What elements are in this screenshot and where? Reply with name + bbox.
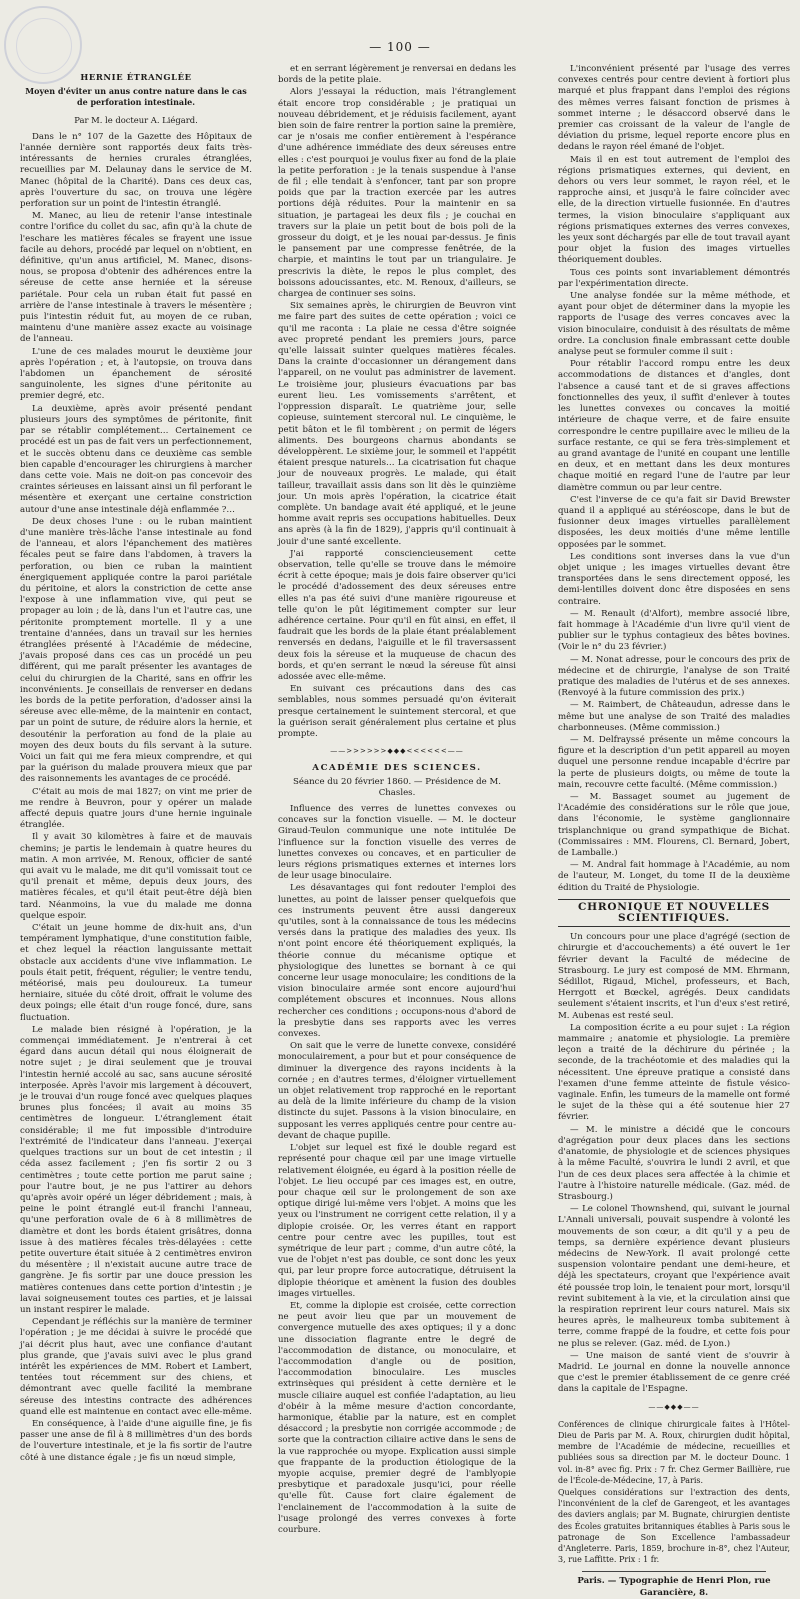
section-ornament: ——>>>>>>◆◆◆<<<<<<—— bbox=[330, 747, 464, 756]
paragraph: Le malade bien résigné à l'opération, je la commençai immédiatement. Je n'entrerai à cet égard dans aucun détail qui nous éloignerait de notre sujet ; je dirai seulement que je trouvai l'intestin hernié accolé au sac, sans aucune sérosité interposée. Après l'avoir mis largement à découvert, je le trouvai d'un rouge foncé avec quelques plaques brunes plus foncées; il avait au moins 35 centimètres de longueur. L'étranglement était considérable; il me fut impossible d'introduire l'extrémité de l'indicateur dans l'anneau. J'exerçai quelques tractions sur un bout de cet intestin ; il céda assez facilement ; j'en fis sortir 2 ou 3 centimètres ; toute cette portion me parut saine ; pour l'autre bout, je ne pus l'attirer au dehors qu'après avoir opéré un léger débridement ; mais, à peine le point étranglé eut-il franchi l'anneau, qu'une perforation ovale de 6 à 8 millimètres de diamètre et dont les bords étaient grisâtres, donna issue à des matières fécales très-délayées : cette petite ouverture était située à 2 centimètres environ du mésentère ; il n'existait aucune autre trace de gangrène. Je fis sortir par une douce pression les matières contenues dans cette portion d'intestin ; je lavai soigneusement toutes ces parties, et je laissai un instant respirer le malade. bbox=[20, 1024, 252, 1315]
paragraph: — M. Renault (d'Alfort), membre associé libre, fait hommage à l'Académie d'un livre qu'il vient de publier sur le typhus contagieux des bêtes bovines. (Voir le n° du 23 février.) bbox=[558, 608, 790, 653]
paragraph: La composition écrite a eu pour sujet : La région mammaire ; anatomie et physiologie. La première leçon a traité de la déchirure du périnée ; la seconde, de la trachéotomie et des maladies qui la nécessitent. Une épreuve pratique a consisté dans l'examen d'une femme atteinte de fistule vésico-vaginale. Enfin, les tumeurs de la mamelle ont formé le sujet de la thèse qui a été soutenue hier 27 février. bbox=[558, 1022, 790, 1123]
section-title-chronique: CHRONIQUE ET NOUVELLES SCIENTIFIQUES. bbox=[558, 899, 790, 927]
paragraph: Influence des verres de lunettes convexes ou concaves sur la fonction visuelle. — M. le docteur Giraud-Teulon communique une note intitulée De l'influence sur la fonction visuelle des verres de lunettes convexes ou concaves, et en particulier de leurs régions prismatiques externes et internes lors de leur usage binoculaire. bbox=[278, 804, 516, 882]
paragraph: De deux choses l'une : ou le ruban maintient d'une manière très-lâche l'anse intestinale au fond de l'anneau, et alors l'épanchement des matières fécales peut se faire dans l'abdomen, à travers la perforation, ou bien ce ruban la maintient énergiquement appliquée contre la paroi pariétale du péritoine, et alors la constriction de cette anse l'expose à une inflammation vive, qui peut se propager au loin ; de là, dans l'un et l'autre cas, une péritonite promptement mortelle. Il y a une trentaine d'années, dans un travail sur les hernies étranglées présenté à l'Académie de médecine, j'avais proposé dans ces cas un procédé un peu différent, qui me paraît présenter les avantages de celui du chirurgien de la Charité, sans en offrir les inconvénients. Je conseillais de renverser en dedans les bords de la petite perforation, d'adosser ainsi la séreuse avec elle-même, de la maintenir en contact, par un point de suture, de réduire alors la hernie, et desouténir la perforation au fond de la plaie au moyen des deux bouts du fils servant à la suture. Voici un fait qui me fera mieux comprendre, et qui par la guérison du malade prouvera mieux que par des raisonnements les avantages de ce procédé. bbox=[20, 516, 252, 785]
paragraph: L'inconvénient présenté par l'usage des verres convexes centrés pour centre devient à fortiori plus marqué et plus frappant dans l'emploi des régions des mêmes verres faisant fonction de prismes à sommet interne ; le désaccord observé dans le premier cas croissant de la valeur de l'angle de déviation du prisme, lequel reporte encore plus en dedans le rayon réel émané de l'objet. bbox=[558, 64, 790, 153]
paragraph: En conséquence, à l'aide d'une aiguille fine, je fis passer une anse de fil à 8 millimètres d'un des bords de l'ouverture intestinale, et je la fis sortir de l'autre côté à une distance égale ; je fis un nœud simple, bbox=[20, 1418, 252, 1463]
paragraph: — M. le ministre a décidé que le concours d'agrégation pour deux places dans les sections d'anatomie, de physiologie et de sciences physiques à la même Faculté, s'ouvrira le lundi 2 avril, et que l'un de ces deux places sera affectée à la chimie et l'autre à l'histoire naturelle médicale. (Gaz. méd. de Strasbourg.) bbox=[558, 1124, 790, 1202]
seance-line: Séance du 20 février 1860. — Présidence de M. Chasles. bbox=[293, 776, 501, 798]
section-title-academie: ACADÉMIE DES SCIENCES. bbox=[312, 763, 482, 774]
paragraph: Il y avait 30 kilomètres à faire et de mauvais chemins; je partis le lendemain à quatre heures du matin. A mon arrivée, M. Renoux, officier de santé qui avait vu le malade, me dit qu'il vomissait tout ce qu'il prenait et même, depuis deux jours, des matières fécales, et qu'il était peut-être déjà bien tard. Néanmoins, la vue du malade me donna quelque espoir. bbox=[20, 832, 252, 921]
divider bbox=[582, 1571, 766, 1572]
paragraph: Pour rétablir l'accord rompu entre les deux accommodations de distances et d'angles, dont l'absence a causé tant et de si graves affections fonctionnelles des yeux, il suffit d'enlever à toutes les lunettes convexes ou concaves la moitié intérieure de chaque verre, et de faire ensuite correspondre le centre pupillaire avec le milieu de la surface restante, ce qui se fera très-simplement et au grand avantage de l'unité en coupant une lentille en deux, et en mettant dans les deux montures chaque moitié en regard l'une de l'autre par leur diamètre commun ou par leur centre. bbox=[558, 359, 790, 493]
paragraph: La deuxième, après avoir présenté pendant plusieurs jours des symptômes de péritonite, finit par se rétablir complétement… Certainement ce procédé est un pas de fait vers un perfectionnement, et le succès obtenu dans ce deuxième cas semble bien capable d'encourager les chirurgiens à marcher dans cette voie. Mais ne doit-on pas concevoir des craintes sérieuses en laissant ainsi un fil perforant le mésentère et exerçant une certaine constriction autour d'une anse intestinale déjà enflammée ?… bbox=[20, 403, 252, 515]
paragraph: M. Manec, au lieu de retenir l'anse intestinale contre l'orifice du collet du sac, afin qu'à la chute de l'eschare les matières fécales se frayent une issue facile au dehors, procédé par lequel on n'obtient, en définitive, qu'un anus artificiel, M. Manec, disons-nous, se proposa d'obtenir des adhérences entre la séreuse de cette anse herniée et la séreuse pariétale. Pour cela un ruban était fut passé en arrière de l'anse intestinale à travers le mésentère ; puis l'intestin réduit fut, au moyen de ce ruban, maintenu d'une manière assez exacte au voisinage de l'anneau. bbox=[20, 211, 252, 345]
paragraph: — Le colonel Thownshend, qui, suivant le journal L'Annali universali, pouvait suspendre à volonté les mouvements de son cœur, a dit qu'il y a peu de temps, sa dernière expérience devant plusieurs médecins de New-York. Il avait prolongé cette suspension volontaire pendant une demi-heure, et déjà les spectateurs, croyant que l'expérience avait été poussée trop loin, le tenaient pour mort, lorsqu'il revint subitement à la vie, et la circulation ainsi que la respiration reprirent leur cours naturel. Mais six heures après, le malheureux tomba subitement à terre, comme frappé de la foudre, et cette fois pour ne plus se relever. (Gaz. méd. de Lyon.) bbox=[558, 1204, 790, 1349]
book-notice: Quelques considérations sur l'extraction des dents, l'inconvénient de la clef de Garengeot, et les avantages des daviers anglais; par M. Bugnate, chirurgien dentiste des Écoles gratuites britanniques établies à Paris sous le patronage de Son Excellence l'ambassadeur d'Angleterre. Paris, 1859, brochure in-8°, chez l'Auteur, 3, rue Laffitte. Prix : 1 fr. bbox=[558, 1487, 790, 1565]
paragraph: — M. Raimbert, de Châteaudun, adresse dans le même but une analyse de son Traité des maladies charbonneuses. (Même commission.) bbox=[558, 700, 790, 733]
paragraph: Tous ces points sont invariablement démontrés par l'expérimentation directe. bbox=[558, 267, 790, 289]
paragraph: Dans le n° 107 de la Gazette des Hôpitaux de l'année dernière sont rapportés deux faits très-intéressants de hernies crurales étranglées, recueillies par M. Delaunay dans le service de M. Manec (hôpital de la Charité). Dans ces deux cas, après l'ouverture du sac, on trouva une légère perforation sur un point de l'intestin étranglé. bbox=[20, 131, 252, 210]
book-notice: Conférences de clinique chirurgicale faites à l'Hôtel-Dieu de Paris par M. A. Roux, chirurgien dudit hôpital, membre de l'Académie de médecine, recueillies et publiées sous sa direction par M. le docteur Dounc. 1 vol. in-8° avec fig. Prix : 7 fr. Chez Germer Baillière, rue de l'École-de-Médecine, 17, à Paris. bbox=[558, 1419, 790, 1485]
column-middle bbox=[278, 64, 516, 1535]
article-title: HERNIE ÉTRANGLÉE bbox=[80, 72, 192, 82]
paragraph: Une analyse fondée sur la même méthode, et ayant pour objet de déterminer dans la myopie les rapports de l'usage des verres concaves avec la vision binoculaire, conduisit à des résultats de même ordre. La conclusion finale embrassant cette double analyse peut se formuler comme il suit : bbox=[558, 291, 790, 358]
paragraph: Six semaines après, le chirurgien de Beuvron vint me faire part des suites de cette opération ; voici ce qu'il me raconta : La plaie ne cessa d'être soignée avec propreté pendant les premiers jours, parce qu'elle laissait suinter quelques matières fécales. Dans la crainte d'occasionner un dérangement dans l'appareil, on ne voulut pas administrer de lavement. Le troisième jour, plusieurs évacuations par bas eurent lieu. Les vomissements s'arrêtent, et l'oppression disparaît. Le quatrième jour, selle copieuse, suintement stercoral nul. Le cinquième, le petit bâton et le fil tombèrent ; on permit de légers aliments. Des bourgeons charnus abondants se développèrent. Le sixième jour, le sommeil et l'appétit étaient presque naturels… La cicatrisation fut chaque jour de nouveaux progrès. Le malade, qui était tailleur, travaillait assis dans son lit dès le quinzième jour. Un mois après l'opération, la cicatrice était complète. Un bandage avait été appliqué, et le jeune homme avait repris ses occupations habituelles. Deux ans après (à la fin de 1829), j'appris qu'il continuait à jouir d'une santé excellente. bbox=[278, 301, 516, 547]
paragraph: Un concours pour une place d'agrégé (section de chirurgie et d'accouchements) a été ouvert le 1er février devant la Faculté de médecine de Strasbourg. Le jury est composé de MM. Ehrmann, Sédillot, Rigaud, Michel, professeurs, et Bach, Herrgott et Bœckel, agrégés. Deux candidats seulement s'étaient inscrits, et l'un d'eux s'est retiré, M. Aubenas est resté seul. bbox=[558, 932, 790, 1021]
paragraph: — M. Delfrayssé présente un même concours la figure et la description d'un petit appareil au moyen duquel une personne rendue incapable d'écrire par la perte de plusieurs doigts, ou même de toute la main, recouvre cette faculté. (Même commission.) bbox=[558, 734, 790, 790]
paragraph: — M. Andral fait hommage à l'Académie, au nom de l'auteur, M. Longet, du tome II de la deuxième édition du Traité de Physiologie. bbox=[558, 860, 790, 893]
paragraph: Cependant je réfléchis sur la manière de terminer l'opération ; je me décidai à suivre le procédé que j'ai décrit plus haut, avec une confiance d'autant plus grande, que j'avais suivi avec le plus grand intérêt les expériences de MM. Robert et Lambert, tentées tout récemment sur des chiens, et démontrant avec quelle facilité la membrane séreuse des intestins contracte des adhérences quand elle est maintenue en contact avec elle-même. bbox=[20, 1317, 252, 1417]
paragraph: Les conditions sont inverses dans la vue d'un objet unique ; les images virtuelles devant être transportées dans le sens directement opposé, les demi-lentilles doivent donc être disposées en sens contraire. bbox=[558, 551, 790, 607]
article-byline: Par M. le docteur A. Liégard. bbox=[74, 114, 198, 125]
paragraph: — M. Bassaget soumet au jugement de l'Académie des considérations sur le rôle que joue, dans l'économie, le système ganglionnaire trisplanchnique ou grand sympathique de Bichat. (Commissaires : MM. Flourens, Cl. Bernard, Jobert, de Lamballe.) bbox=[558, 792, 790, 859]
paragraph: C'était un jeune homme de dix-huit ans, d'un tempérament lymphatique, d'une constitution faible, et chez lequel la réaction languissante mettait obstacle aux accidents d'une vive inflammation. Le pouls était petit, fréquent, régulier; le ventre tendu, météorisé, mais peu douloureux. La tumeur herniaire, située du côté droit, offrait le volume des deux poings; elle était d'un rouge foncé, dure, sans fluctuation. bbox=[20, 923, 252, 1023]
article-subtitle: Moyen d'éviter un anus contre nature dans le cas de perforation intestinale. bbox=[25, 86, 247, 108]
paragraph: C'était au mois de mai 1827; on vint me prier de me rendre à Beuvron, pour y opérer un malade affecté depuis quatre jours d'une hernie inguinale étranglée. bbox=[20, 786, 252, 831]
paragraph: Mais il en est tout autrement de l'emploi des régions prismatiques externes, qui devient, en dehors ou vers leur sommet, le rayon réel, et le rapproche ainsi, et jusqu'à le faire coïncider avec elle, de la direction virtuelle fusionnée. En d'autres termes, la vision binoculaire s'appliquant aux régions prismatiques externes des verres convexes, les yeux sont déchargés par elle de tout travail ayant pour objet la fusion des images virtuelles théoriquement doubles. bbox=[558, 154, 790, 266]
paragraph: Alors j'essayai la réduction, mais l'étranglement était encore trop considérable ; je pratiquai un nouveau débridement, et je réduisis facilement, ayant bien soin de faire rentrer la portion saine la première, car je n'osais me confier entièrement à l'espérance d'une adhérence immédiate des deux séreuses entre elles : c'est pourquoi je voulus fixer au fond de la plaie la petite perforation : je la tenais suspendue à l'anse de fil ; elle tendait à s'enfoncer, tant par son propre poids que par la traction exercée par les autres portions déjà réduites. Pour la maintenir en sa situation, je partageai les deux fils ; je couchai en travers sur la plaie un petit bout de bois poli de la grosseur du doigt, et je les nouai par-dessus. Je finis le pansement par une compresse fenêtrée, de la charpie, et maintins le tout par un triangulaire. Je prescrivis la diète, le repos le plus complet, des boissons adoucissantes, etc. M. Renoux, d'ailleurs, se chargea de continuer ses soins. bbox=[278, 87, 516, 300]
paragraph: L'objet sur lequel est fixé le double regard est représenté pour chaque œil par une image virtuelle relativement éloignée, eu égard à la position réelle de l'objet. Le lieu occupé par ces images est, en outre, pour chaque œil sur le prolongement de son axe optique dirigé lui-même vers l'objet. A moins que les yeux ou l'instrument ne corrigent cette relation, il y a diplopie croisée. Or, les verres étant en rapport centre pour centre avec les pupilles, tout est symétrique de leur part ; comme, d'un autre côté, la vue de l'objet n'est pas double, ce sont donc les yeux qui, par leur propre force autocratique, détruisent la diplopie théorique et amènent la fusion des doubles images virtuelles. bbox=[278, 1143, 516, 1299]
paragraph: J'ai rapporté consciencieusement cette observation, telle qu'elle se trouve dans le mémoire écrit à cette époque; mais je dois faire observer qu'ici le procédé d'adossement des deux séreuses entre elles n'a pas été suivi d'une manière rigoureuse et telle qu'on le pût légitimement compter sur leur adhérence certaine. Pour qu'il en fût ainsi, en effet, il faudrait que les bords de la plaie étant préalablement renversés en dedans, l'aiguille et le fil traversassent deux fois la séreuse et la muqueuse de chacun des bords, et qu'en serrant le nœud la séreuse fût ainsi adossée avec elle-même. bbox=[278, 548, 516, 682]
column-right bbox=[558, 64, 790, 1598]
paragraph: — M. Nonat adresse, pour le concours des prix de médecine et de chirurgie, l'analyse de son Traité pratique des maladies de l'utérus et de ses annexes. (Renvoyé à la future commission des prix.) bbox=[558, 654, 790, 699]
paragraph: C'est l'inverse de ce qu'a fait sir David Brewster quand il a appliqué au stéréoscope, dans le but de fusionner deux images virtuelles parallèlement disposées, les deux moitiés d'une même lentille opposées par le sommet. bbox=[558, 494, 790, 550]
paragraph: — Une maison de santé vient de s'ouvrir à Madrid. Le journal en donne la nouvelle annonce que c'est le premier établissement de ce genre créé dans la capitale de l'Espagne. bbox=[558, 1350, 790, 1395]
column-left bbox=[20, 64, 252, 1463]
paragraph: Les désavantages qui font redouter l'emploi des lunettes, au point de laisser penser quelquefois que ces instruments peuvent être aussi dangereux qu'utiles, sont à la connaissance de tous les médecins versés dans la pratique des maladies des yeux. Ils n'ont point encore été théoriquement expliqués, la théorie connue du mécanisme optique et physiologique des lunettes se bornant à ce qui concerne leur usage monoculaire; les conditions de la vision binoculaire armée sont encore aujourd'hui complétement obscures et inconnues. Nous allons rechercher ces conditions ; occupons-nous d'abord de la presbytie dans ses rapports avec les verres convexes. bbox=[278, 883, 516, 1040]
paragraph: L'une de ces malades mourut le deuxième jour après l'opération ; et, à l'autopsie, on trouva dans l'abdomen un épanchement de sérosité sanguinolente, les signes d'une péritonite au premier degré, etc. bbox=[20, 346, 252, 402]
printer-imprint: Paris. — Typographie de Henri Plon, rue Garancière, 8. bbox=[577, 1576, 771, 1598]
section-ornament: ——◆◆◆—— bbox=[648, 1402, 700, 1411]
paragraph: Et, comme la diplopie est croisée, cette correction ne peut avoir lieu que par un mouvement de convergence mutuelle des axes optiques; il y a donc une dissociation flagrante entre le degré de l'accommodation de distance, ou monoculaire, et l'accommodation d'angle ou de position, l'accommodation binoculaire. Les muscles extrinsèques qui président à cette dernière et le muscle ciliaire auquel est confiée l'adaptation, au lieu d'obéir à la même mesure d'action concordante, harmonique, établie par la nature, est en complet désaccord ; la presbytie non corrigée accommode ; de sorte que la contraction ciliaire active dans le sens de la vue rapprochée ou myope. Explication aussi simple que frappante de la production étiologique de la myopie acquise, premier degré de l'amblyopie presbytique et paradoxale jusqu'ici, pour réelle qu'elle fût. Cause fort claire également de l'enclainement de l'accommodation à la suite de l'usage prolongé des verres convexes à forte courbure. bbox=[278, 1300, 516, 1535]
paragraph: et en serrant légèrement je renversai en dedans les bords de la petite plaie. bbox=[278, 64, 516, 86]
paragraph: En suivant ces précautions dans des cas semblables, nous sommes persuadé qu'on éviterait presque certainement le suintement stercoral, et que la guérison serait généralement plus certaine et plus prompte. bbox=[278, 684, 516, 739]
page-number: — 100 — bbox=[369, 40, 431, 54]
paragraph: On sait que le verre de lunette convexe, considéré monoculairement, a pour but et pour conséquence de diminuer la divergence des rayons incidents à la cornée ; en d'autres termes, d'éloigner virtuellement un objet relativement trop rapproché en le reportant au delà de la limite inférieure du champ de la vision distincte du sujet. Passons à la vision binoculaire, en supposant les verres appliqués centre pour centre au-devant de chaque pupille. bbox=[278, 1041, 516, 1141]
